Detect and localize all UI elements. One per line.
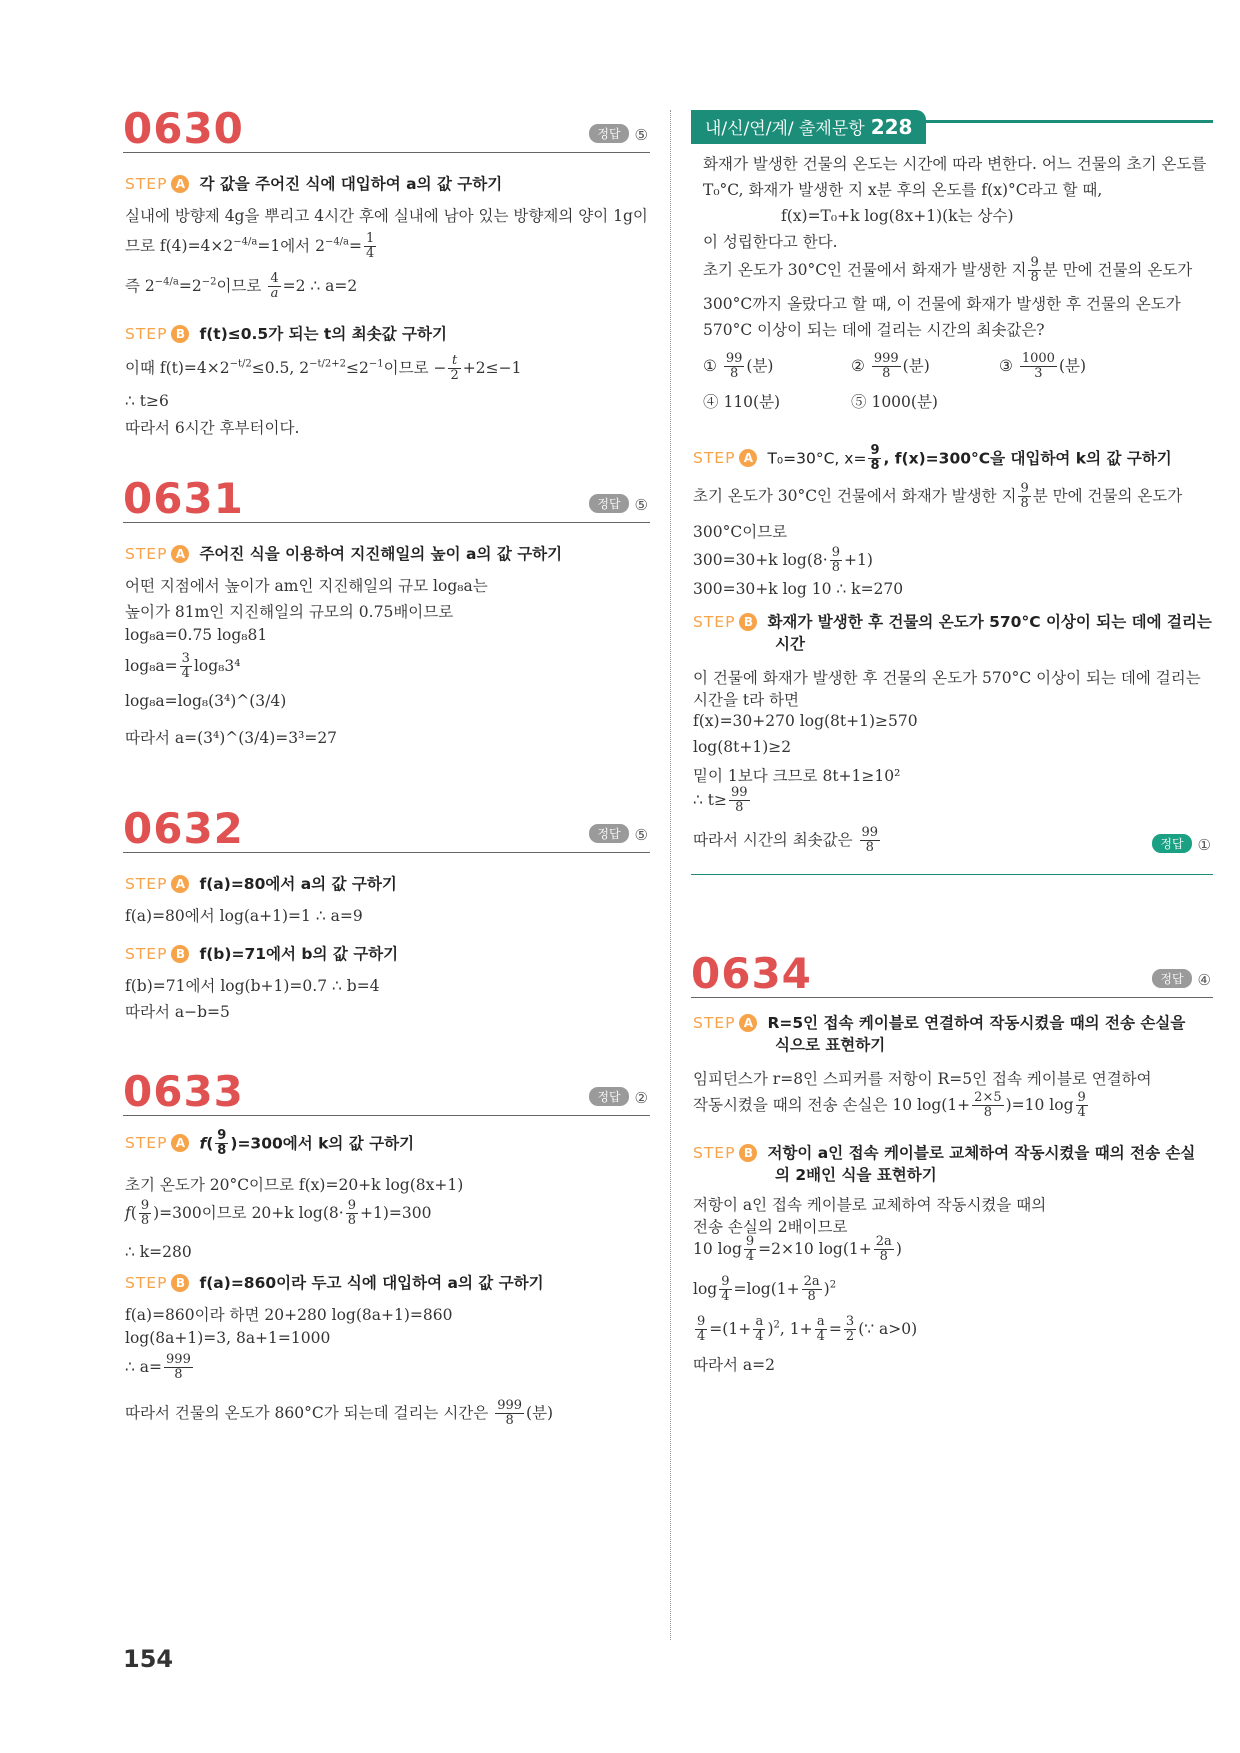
solution-line: 10 log $\frac{9}{4}$ =2×10 log(1+ $\frac{2a}{8}$ ) (693, 1234, 902, 1265)
option-2[interactable]: ② $\frac{999}{8}$ (분) (851, 351, 930, 382)
problem-header (123, 1063, 650, 1116)
step-letter: B (171, 325, 189, 343)
header-label: 내/신/연/계/ 출제문항 (705, 119, 865, 139)
question-formula: f(x)=T₀+k log(8x+1)(k는 상수) (781, 207, 1014, 225)
step-letter: B (739, 613, 757, 631)
step-tag: STEP (693, 449, 736, 468)
question-line: 300°C까지 올랐다고 할 때, 이 건물에 화재가 발생한 후 건물의 온도가 (703, 295, 1181, 313)
solution-line: f(a)=80에서 log(a+1)=1 ∴ a=9 (125, 907, 363, 925)
step-tag: STEP (125, 545, 168, 563)
step-title: 주어진 식을 이용하여 지진해일의 높이 a의 값 구하기 (199, 545, 563, 563)
header-label-box (691, 110, 926, 144)
solution-line: $\frac{9}{4}$ =(1+ $\frac{a}{4}$ )$^2$, 1+ $\frac{a}{4}$ = $\frac{3}{2}$ (∵ a>0) (697, 1314, 918, 1345)
step-title: 각 값을 주어진 식에 대입하여 a의 값 구하기 (199, 175, 503, 193)
answer-badge: 정답 (1152, 834, 1191, 853)
problem-0634 (691, 945, 1213, 1374)
solution-line: 저항이 a인 접속 케이블로 교체하여 작동시켰을 때의 (693, 1196, 1047, 1214)
solution-line: 이때 $f(t)=4\times 2^{-t/2}\le 0.5$, $2^{-t/2+2}\le 2^{-1}$이므로 − $\frac{t}{2}$ +2≤−1 (125, 353, 522, 384)
step-tag: STEP (125, 1134, 168, 1153)
solution-line: ∴ k=280 (125, 1243, 192, 1261)
answer-badge: 정답 (589, 124, 628, 143)
solution-line: log₈a= $\frac{3}{4}$ log₈3⁴ (125, 651, 241, 682)
solution-line: 이 건물에 화재가 발생한 후 건물의 온도가 570°C 이상이 되는 데에 걸리는 (693, 669, 1201, 687)
question-line: 초기 온도가 30°C인 건물에서 화재가 발생한 지 $\frac{9}{8}$ 분 만에 건물의 온도가 (703, 255, 1193, 286)
step-b (125, 322, 447, 344)
step-b (125, 1271, 544, 1293)
problem-0633 (123, 1063, 650, 1443)
answer-value: ⑤ (634, 126, 648, 144)
solution-line: log $\frac{9}{4}$ =log(1+ $\frac{2a}{8}$ )$^2$ (693, 1274, 837, 1305)
step-title: f(a)=860이라 두고 식에 대입하여 a의 값 구하기 (199, 1274, 544, 1292)
source-header (691, 110, 1213, 146)
step-title: f(t)≤0.5가 되는 t의 최솟값 구하기 (199, 325, 447, 343)
step-title: R=5인 접속 케이블로 연결하여 작동시켰을 때의 전송 손실을 (767, 1014, 1186, 1032)
problem-number: 0634 (691, 949, 812, 998)
solution-line: f(x)=30+270 log(8t+1)≥570 (693, 712, 918, 730)
step-title: , f(x)=300°C을 대입하여 k의 값 구하기 (883, 449, 1172, 468)
step-letter: B (171, 1274, 189, 1292)
solution-line: 따라서 6시간 후부터이다. (125, 419, 300, 437)
answer-badge: 정답 (589, 494, 628, 513)
step-title: f(a)=80에서 a의 값 구하기 (199, 875, 397, 893)
answer-badge: 정답 (1152, 969, 1191, 988)
solution-line: 임피던스가 r=8인 스피커를 저항이 R=5인 접속 케이블로 연결하여 (693, 1070, 1152, 1088)
problem-number: 0631 (123, 474, 244, 523)
step-tag: STEP (125, 945, 168, 963)
solution-line: 따라서 시간의 최솟값은 $\frac{99}{8}$ (693, 825, 879, 856)
column-divider (670, 110, 671, 1640)
answer-badge: 정답 (589, 824, 628, 843)
step-title: =300에서 k의 값 구하기 (237, 1134, 415, 1153)
step-title: 화재가 발생한 후 건물의 온도가 570°C 이상이 되는 데에 걸리는 (767, 613, 1212, 631)
step-a (693, 1011, 1185, 1033)
answer-value: ⑤ (634, 496, 648, 514)
step-tag: STEP (693, 1144, 736, 1162)
step-b (125, 942, 398, 964)
step-letter: A (171, 1134, 189, 1152)
answer (589, 124, 648, 144)
step-tag: STEP (693, 613, 736, 631)
problem-number: 0630 (123, 104, 244, 153)
option-1[interactable]: ① $\frac{99}{8}$ (분) (703, 351, 774, 382)
step-letter: A (171, 175, 189, 193)
solution-line: log₈a=0.75 log₈81 (125, 626, 268, 644)
step-letter: B (739, 1144, 757, 1162)
problem-header (123, 470, 650, 523)
step-letter: B (171, 945, 189, 963)
problem-0632 (123, 800, 650, 1020)
step-a (125, 872, 397, 894)
solution-line: 전송 손실의 2배이므로 (693, 1218, 848, 1236)
question-line: 570°C 이상이 되는 데에 걸리는 시간의 최솟값은? (703, 321, 1045, 339)
problem-228 (691, 100, 1213, 900)
solution-line: 따라서 a=2 (693, 1356, 775, 1374)
problem-0631 (123, 470, 650, 770)
solution-line: 따라서 a=(3⁴)^(3/4)=3³=27 (125, 729, 338, 747)
solution-line: ∴ t≥6 (125, 392, 169, 410)
header-number: 228 (870, 115, 913, 139)
step-letter: A (739, 449, 757, 467)
solution-line: 므로 $f(4)=4\times 2^{-4/a}=1$에서 $2^{-4/a}=$ $\frac{1}{4}$ (125, 231, 375, 262)
step-a (125, 172, 502, 194)
solution-line: 시간을 t라 하면 (693, 691, 799, 709)
solution-line: 밑이 1보다 크므로 8t+1≥10² (693, 767, 901, 785)
solution-line: f(a)=860이라 하면 20+280 log(8a+1)=860 (125, 1306, 453, 1324)
step-a (125, 542, 562, 564)
problem-header (691, 945, 1213, 998)
solution-line: 즉 $2^{-4/a}=2^{-2}$이므로 $\frac{4}{a}$ =2 ∴ a=2 (125, 271, 358, 302)
question-line: 이 성립한다고 한다. (703, 233, 838, 251)
step-a: STEP A f( $\frac{9}{8}$ )=300에서 k의 값 구하기 (125, 1128, 415, 1159)
solution-line: f( $\frac{9}{8}$ )=300이므로 20+k log(8· $\frac{9}{8}$ +1)=300 (125, 1198, 432, 1229)
answer (589, 1087, 648, 1107)
step-b-title-cont: 시간 (775, 635, 805, 653)
step-letter: A (171, 875, 189, 893)
solution-line: 초기 온도가 30°C인 건물에서 화재가 발생한 지 $\frac{9}{8}$ 분 만에 건물의 온도가 (693, 481, 1183, 512)
solution-line: 초기 온도가 20°C이므로 f(x)=20+k log(8x+1) (125, 1176, 464, 1194)
answer-value: ② (634, 1089, 648, 1107)
step-a: STEP A T₀=30°C, x= $\frac{9}{8}$ , f(x)=300°C을 대입하여 k의 값 구하기 (693, 443, 1172, 474)
question-line: T₀°C, 화재가 발생한 지 x분 후의 온도를 f(x)°C라고 할 때, (703, 181, 1103, 199)
problem-header (123, 800, 650, 853)
solution-line: 작동시켰을 때의 전송 손실은 10 log(1+ $\frac{2\times 5}{8}$ )=10 log $\frac{9}{4}$ (693, 1090, 1086, 1121)
page-number: 154 (123, 1645, 174, 1673)
section-separator (691, 874, 1213, 875)
answer (1152, 834, 1211, 854)
option-5[interactable]: ⑤ 1000(분) (851, 393, 938, 411)
step-a-title-cont: 식으로 표현하기 (775, 1036, 886, 1054)
step-title: f(b)=71에서 b의 값 구하기 (199, 945, 399, 963)
solution-line: 300°C이므로 (693, 523, 788, 541)
answer-value: ① (1197, 836, 1211, 854)
step-letter: A (739, 1014, 757, 1032)
step-tag: STEP (125, 875, 168, 893)
step-b (693, 1141, 1195, 1163)
solution-line: f(b)=71에서 log(b+1)=0.7 ∴ b=4 (125, 977, 380, 995)
step-tag: STEP (693, 1014, 736, 1032)
solution-line: 300=30+k log(8· $\frac{9}{8}$ +1) (693, 545, 873, 576)
answer-badge: 정답 (589, 1087, 628, 1106)
option-4[interactable]: ④ 110(분) (703, 393, 781, 411)
answer-value: ④ (1197, 971, 1211, 989)
problem-header (123, 100, 650, 153)
step-tag: STEP (125, 1274, 168, 1292)
answer (589, 824, 648, 844)
problem-number: 0633 (123, 1067, 244, 1116)
answer (1152, 969, 1211, 989)
solution-line: log(8t+1)≥2 (693, 738, 792, 756)
problem-number: 0632 (123, 804, 244, 853)
solution-line: ∴ t≥ $\frac{99}{8}$ (693, 785, 748, 816)
solution-line: 실내에 방향제 4g을 뿌리고 4시간 후에 실내에 남아 있는 방향제의 양이 1g이 (125, 207, 648, 225)
solution-line: 높이가 81m인 지진해일의 규모의 0.75배이므로 (125, 603, 454, 621)
header-rule (891, 120, 1213, 123)
step-title: 저항이 a인 접속 케이블로 교체하여 작동시켰을 때의 전송 손실 (767, 1144, 1196, 1162)
answer (589, 494, 648, 514)
option-3[interactable]: ③ $\frac{1000}{3}$ (분) (999, 351, 1087, 382)
step-tag: STEP (125, 325, 168, 343)
solution-line: log₈a=log₈(3⁴)^(3/4) (125, 692, 287, 710)
question-line: 화재가 발생한 건물의 온도는 시간에 따라 변한다. 어느 건물의 초기 온도를 (703, 155, 1207, 173)
step-tag: STEP (125, 175, 168, 193)
solution-line: ∴ a= $\frac{999}{8}$ (125, 1352, 191, 1383)
solution-line: 따라서 건물의 온도가 860°C가 되는데 걸리는 시간은 $\frac{999}{8}$ (분) (125, 1398, 554, 1429)
step-b (693, 610, 1212, 632)
step-b-title-cont: 의 2배인 식을 표현하기 (775, 1166, 937, 1184)
step-letter: A (171, 545, 189, 563)
solution-line: log(8a+1)=3, 8a+1=1000 (125, 1329, 331, 1347)
answer-value: ⑤ (634, 826, 648, 844)
solution-line: 300=30+k log 10 ∴ k=270 (693, 580, 904, 598)
solution-line: 따라서 a−b=5 (125, 1003, 230, 1021)
solution-line: 어떤 지점에서 높이가 am인 지진해일의 규모 log₈a는 (125, 577, 488, 595)
